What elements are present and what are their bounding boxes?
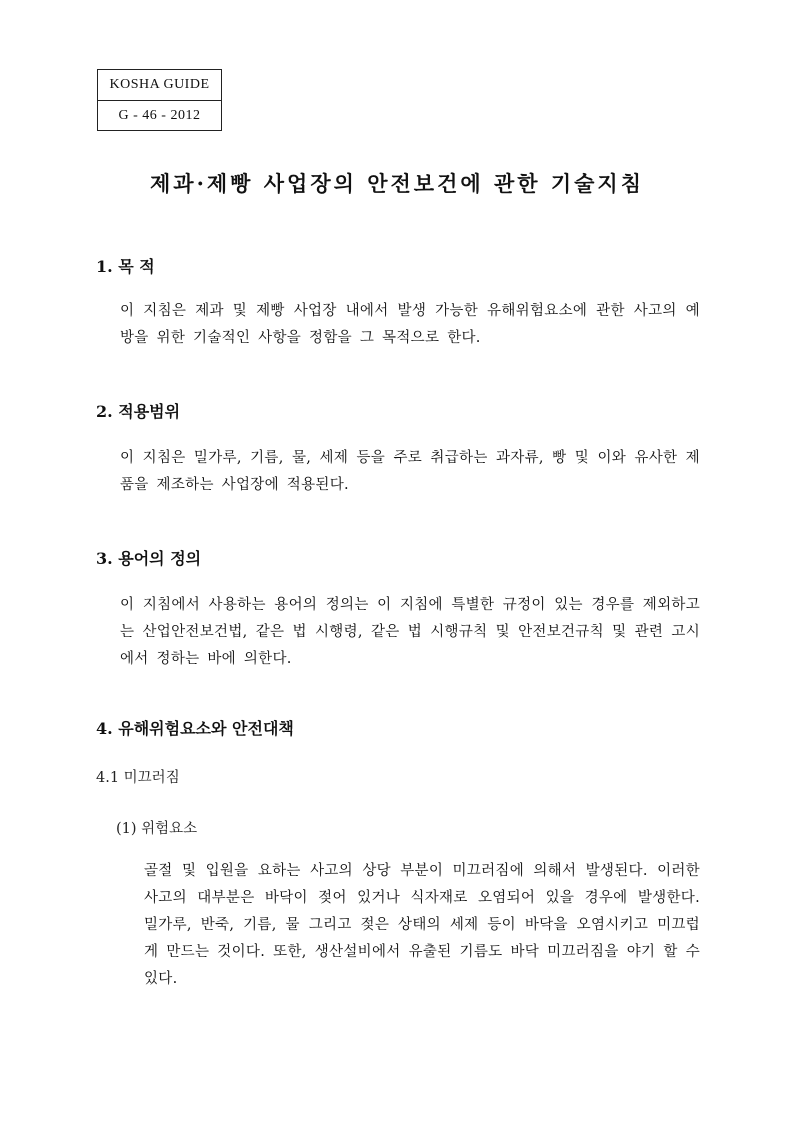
- subsection-slipping: 4.1 미끄러짐: [96, 770, 180, 786]
- section-heading-definitions: 3. 용어의 정의: [96, 549, 202, 568]
- guide-org: KOSHA GUIDE: [98, 70, 221, 101]
- guide-id-box: [97, 69, 222, 131]
- item-hazard-factors: (1) 위험요소: [116, 821, 198, 837]
- guide-code: G - 46 - 2012: [118, 108, 201, 123]
- section-heading-scope: 2. 적용범위: [96, 402, 181, 421]
- section-heading-hazards: 4. 유해위험요소와 안전대책: [96, 719, 294, 738]
- section-body-purpose: 이 지침은 제과 및 제빵 사업장 내에서 발생 가능한 유해위험요소에 관한 사고의 예방을 위한 기술적인 사항을 정함을 그 목적으로 한다.: [120, 303, 700, 346]
- item-hazard-body: 골절 및 입원을 요하는 사고의 상당 부분이 미끄러짐에 의해서 발생된다. 이러한 사고의 대부분은 바닥이 젖어 있거나 식자재로 오염되어 있을 경우에 발생한다. 밀가루, 반죽, 기름, 물 그리고 젖은 상태의 세제 등이 바닥을 오염시키고 미끄럽게 만드는 것이다. 또한, 생산설비에서 유출된 기름도 바닥 미끄러짐을 야기 할 수 있다.: [144, 863, 700, 987]
- section-body-scope: 이 지침은 밀가루, 기름, 물, 세제 등을 주로 취급하는 과자류, 빵 및 이와 유사한 제품을 제조하는 사업장에 적용된다.: [120, 450, 700, 493]
- document-title: 제과·제빵 사업장의 안전보건에 관한 기술지침: [150, 171, 644, 196]
- section-body-definitions: 이 지침에서 사용하는 용어의 정의는 이 지침에 특별한 규정이 있는 경우를 제외하고는 산업안전보건법, 같은 법 시행령, 같은 법 시행규칙 및 안전보건규칙 및 관련 고시에서 정하는 바에 의한다.: [120, 597, 700, 667]
- section-heading-purpose: 1. 목 적: [96, 257, 155, 276]
